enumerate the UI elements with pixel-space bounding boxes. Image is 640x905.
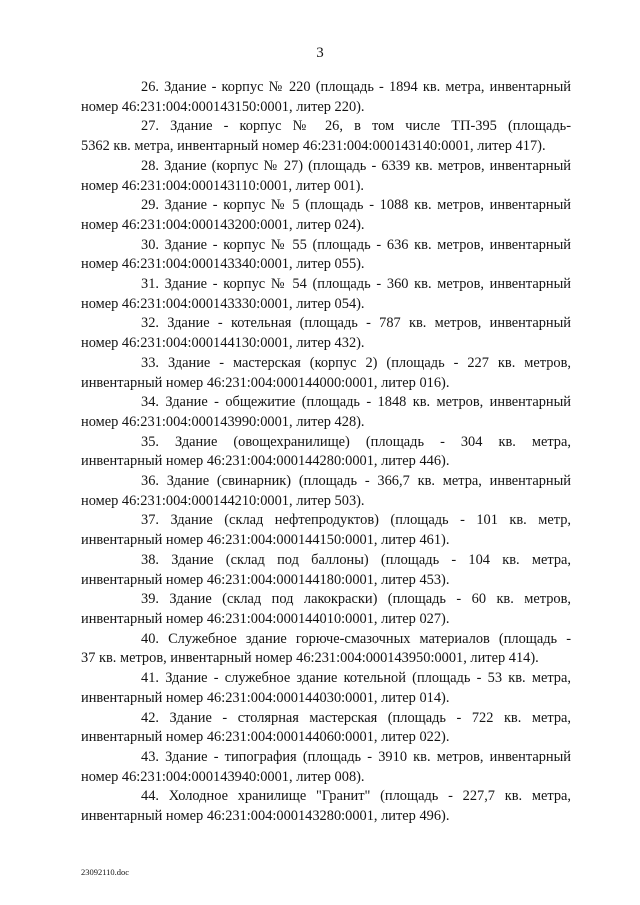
list-item-line-2: номер 46:231:004:000143330:0001, литер 054).: [81, 295, 365, 312]
list-item-line-2: инвентарный номер 46:231:004:000144150:0001, литер 461).: [81, 532, 450, 549]
list-item: [81, 78, 571, 117]
list-item-line-1: 42. Здание - столярная мастерская (площадь - 722 кв. метра,: [141, 709, 571, 726]
list-item-line-1: 40. Служебное здание горюче-смазочных материалов (площадь -: [141, 630, 571, 647]
list-item-line-2: 37 кв. метров, инвентарный номер 46:231:004:000143950:0001, литер 414).: [81, 650, 539, 667]
list-item-line-1: 39. Здание (склад под лакокраски) (площадь - 60 кв. метров,: [141, 591, 571, 608]
list-item-line-1: 33. Здание - мастерская (корпус 2) (площадь - 227 кв. метров,: [141, 354, 571, 371]
building-list: [81, 78, 571, 827]
list-item-line-2: инвентарный номер 46:231:004:000144060:0001, литер 022).: [81, 729, 450, 746]
list-item-line-1: 26. Здание - корпус № 220 (площадь - 1894 кв. метра, инвентарный: [141, 79, 571, 95]
list-item-line-2: номер 46:231:004:000143110:0001, литер 001).: [81, 177, 364, 194]
list-item: [81, 196, 571, 235]
list-item: [81, 393, 571, 432]
list-item: [81, 748, 571, 787]
list-item-line-2: номер 46:231:004:000144130:0001, литер 432).: [81, 335, 365, 352]
list-item: [81, 551, 571, 590]
list-item-line-1: 27. Здание - корпус № 26, в том числе ТП-395 (площадь-: [141, 118, 571, 135]
list-item-line-1: 35. Здание (овощехранилище) (площадь - 304 кв. метра,: [141, 433, 571, 450]
list-item-line-1: 36. Здание (свинарник) (площадь - 366,7 кв. метра, инвентарный: [141, 473, 571, 490]
list-item: [81, 236, 571, 275]
list-item-line-2: номер 46:231:004:000144210:0001, литер 503).: [81, 492, 365, 509]
list-item: [81, 433, 571, 472]
list-item-line-1: 43. Здание - типография (площадь - 3910 кв. метров, инвентарный: [141, 748, 571, 765]
list-item: [81, 157, 571, 196]
list-item-line-2: номер 46:231:004:000143200:0001, литер 024).: [81, 216, 365, 233]
list-item-line-2: инвентарный номер 46:231:004:000144180:0001, литер 453).: [81, 571, 450, 588]
list-item: [81, 511, 571, 550]
list-item-line-1: 31. Здание - корпус № 54 (площадь - 360 кв. метров, инвентарный: [141, 276, 571, 293]
list-item: [81, 275, 571, 314]
list-item-line-1: 28. Здание (корпус № 27) (площадь - 6339 кв. метров, инвентарный: [141, 157, 571, 174]
list-item-line-1: 41. Здание - служебное здание котельной (площадь - 53 кв. метра,: [141, 670, 571, 687]
list-item-line-1: 30. Здание - корпус № 55 (площадь - 636 кв. метров, инвентарный: [141, 236, 571, 253]
list-item-line-2: 5362 кв. метра, инвентарный номер 46:231:004:000143140:0001, литер 417).: [81, 138, 546, 155]
list-item-line-1: 29. Здание - корпус № 5 (площадь - 1088 кв. метров, инвентарный: [141, 197, 571, 214]
list-item: [81, 314, 571, 353]
list-item: [81, 590, 571, 629]
list-item-line-1: 37. Здание (склад нефтепродуктов) (площадь - 101 кв. метр,: [141, 512, 571, 529]
list-item-line-2: инвентарный номер 46:231:004:000144010:0001, литер 027).: [81, 610, 450, 627]
list-item-line-2: номер 46:231:004:000143340:0001, литер 055).: [81, 256, 365, 273]
list-item: [81, 669, 571, 708]
list-item-line-1: 44. Холодное хранилище "Гранит" (площадь - 227,7 кв. метра,: [141, 788, 571, 805]
file-name-footer: 23092110.doc: [81, 867, 130, 877]
list-item-line-2: номер 46:231:004:000143990:0001, литер 428).: [81, 413, 365, 430]
list-item-line-2: инвентарный номер 46:231:004:000144030:0001, литер 014).: [81, 689, 450, 706]
list-item: [81, 787, 571, 826]
list-item: [81, 117, 571, 156]
list-item-line-1: 32. Здание - котельная (площадь - 787 кв. метров, инвентарный: [141, 315, 571, 332]
list-item-line-2: инвентарный номер 46:231:004:000144280:0001, литер 446).: [81, 453, 450, 470]
list-item: [81, 472, 571, 511]
list-item-line-2: номер 46:231:004:000143150:0001, литер 220).: [81, 98, 365, 115]
list-item-line-1: 34. Здание - общежитие (площадь - 1848 кв. метров, инвентарный: [141, 394, 571, 411]
list-item-line-2: номер 46:231:004:000143940:0001, литер 008).: [81, 768, 365, 785]
list-item: [81, 354, 571, 393]
list-item: [81, 630, 571, 669]
list-item-line-2: инвентарный номер 46:231:004:000144000:0001, литер 016).: [81, 374, 450, 391]
list-item: [81, 709, 571, 748]
list-item-line-1: 38. Здание (склад под баллоны) (площадь - 104 кв. метра,: [141, 551, 571, 568]
page-number: 3: [316, 45, 324, 61]
list-item-line-2: инвентарный номер 46:231:004:000143280:0001, литер 496).: [81, 808, 450, 825]
